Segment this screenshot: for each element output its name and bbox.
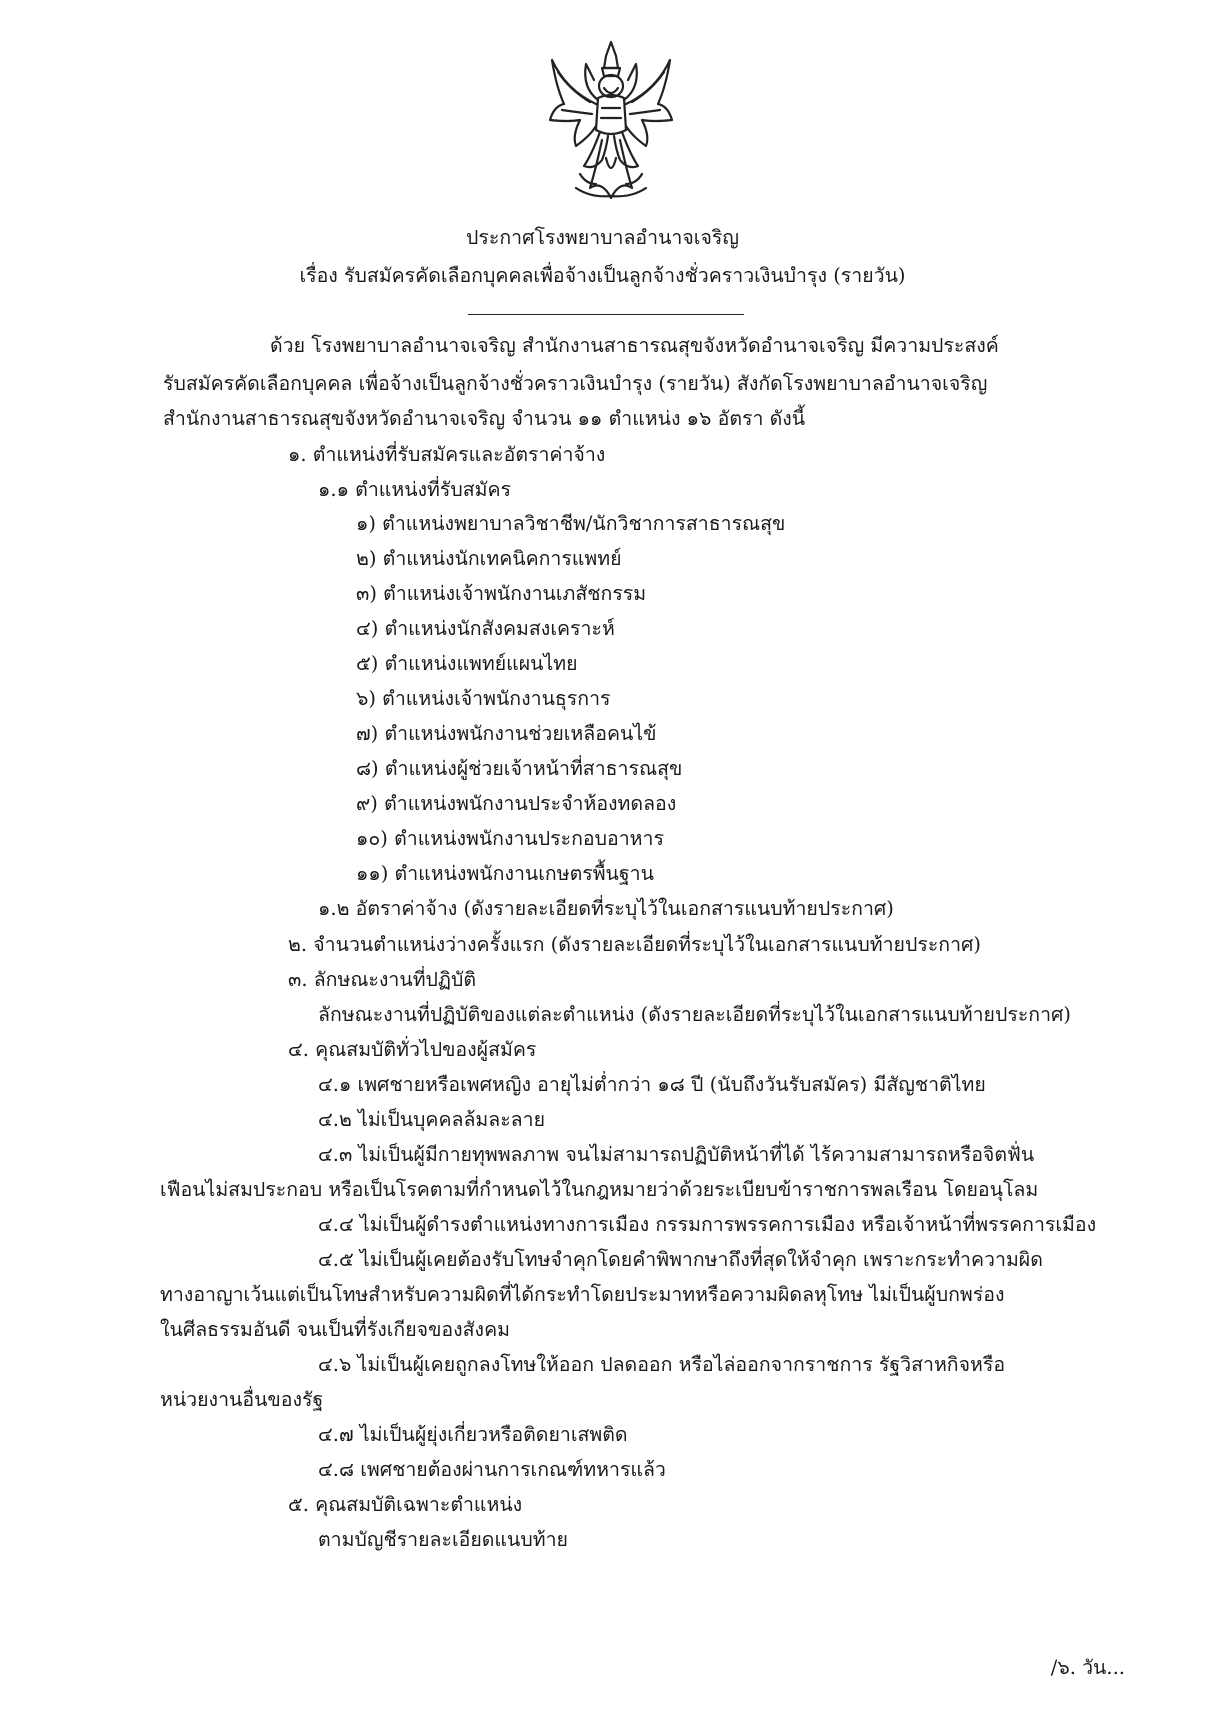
intro-line-2: รับสมัครคัดเลือกบุคคล เพื่อจ้างเป็นลูกจ้างชั่วคราวเงินบำรุง (รายวัน) สังกัดโรงพยาบาลอำนาจเจริญ	[163, 372, 988, 395]
position-item: ๙) ตำแหน่งพนักงานประจำห้องทดลอง	[356, 792, 677, 815]
intro-line-3: สำนักงานสาธารณสุขจังหวัดอำนาจเจริญ จำนวน ๑๑ ตำแหน่ง ๑๖ อัตรา ดังนี้	[163, 407, 806, 430]
position-item: ๔) ตำแหน่งนักสังคมสงเคราะห์	[356, 617, 615, 640]
section-1-heading: ๑. ตำแหน่งที่รับสมัครและอัตราค่าจ้าง	[288, 443, 606, 466]
qualification-4-2: ๔.๒ ไม่เป็นบุคคลล้มละลาย	[318, 1108, 546, 1131]
section-3-heading: ๓. ลักษณะงานที่ปฏิบัติ	[288, 968, 477, 991]
section-1-1-heading: ๑.๑ ตำแหน่งที่รับสมัคร	[318, 478, 512, 501]
announcement-subject: เรื่อง รับสมัครคัดเลือกบุคคลเพื่อจ้างเป็นลูกจ้างชั่วคราวเงินบำรุง (รายวัน)	[299, 264, 906, 287]
position-item: ๑) ตำแหน่งพยาบาลวิชาชีพ/นักวิชาการสาธารณสุข	[356, 512, 786, 535]
qualification-4-6-line-1: ๔.๖ ไม่เป็นผู้เคยถูกลงโทษให้ออก ปลดออก หรือไล่ออกจากราชการ รัฐวิสาหกิจหรือ	[318, 1353, 1006, 1376]
qualification-4-8: ๔.๘ เพศชายต้องผ่านการเกณฑ์ทหารแล้ว	[318, 1458, 666, 1481]
position-item: ๗) ตำแหน่งพนักงานช่วยเหลือคนไข้	[356, 722, 657, 745]
section-2-heading: ๒. จำนวนตำแหน่งว่างครั้งแรก (ดังรายละเอียดที่ระบุไว้ในเอกสารแนบท้ายประกาศ)	[288, 933, 982, 956]
qualification-4-1: ๔.๑ เพศชายหรือเพศหญิง อายุไม่ต่ำกว่า ๑๘ ปี (นับถึงวันรับสมัคร) มีสัญชาติไทย	[318, 1073, 986, 1096]
position-item: ๒) ตำแหน่งนักเทคนิคการแพทย์	[356, 547, 622, 570]
qualification-4-7: ๔.๗ ไม่เป็นผู้ยุ่งเกี่ยวหรือติดยาเสพติด	[318, 1423, 628, 1446]
qualification-4-4: ๔.๔ ไม่เป็นผู้ดำรงตำแหน่งทางการเมือง กรรมการพรรคการเมือง หรือเจ้าหน้าที่พรรคการเมือง	[318, 1213, 1097, 1236]
qualification-4-3-line-1: ๔.๓ ไม่เป็นผู้มีกายทุพพลภาพ จนไม่สามารถปฏิบัติหน้าที่ได้ ไร้ความสามารถหรือจิตฟั่น	[318, 1143, 1035, 1166]
position-item: ๖) ตำแหน่งเจ้าพนักงานธุรการ	[356, 687, 611, 710]
title-divider	[468, 314, 744, 315]
continuation-marker: /๖. วัน...	[1050, 1656, 1125, 1679]
position-item: ๘) ตำแหน่งผู้ช่วยเจ้าหน้าที่สาธารณสุข	[356, 757, 683, 780]
qualification-4-5-line-1: ๔.๕ ไม่เป็นผู้เคยต้องรับโทษจำคุกโดยคำพิพากษาถึงที่สุดให้จำคุก เพราะกระทำความผิด	[318, 1248, 1043, 1271]
qualification-4-5-line-2: ทางอาญาเว้นแต่เป็นโทษสำหรับความผิดที่ได้กระทำโดยประมาทหรือความผิดลหุโทษ ไม่เป็นผู้บกพร่อง	[160, 1283, 1005, 1306]
section-3-text: ลักษณะงานที่ปฏิบัติของแต่ละตำแหน่ง (ดังรายละเอียดที่ระบุไว้ในเอกสารแนบท้ายประกาศ)	[318, 1003, 1072, 1026]
position-item: ๕) ตำแหน่งแพทย์แผนไทย	[356, 652, 578, 675]
qualification-4-6-line-2: หน่วยงานอื่นของรัฐ	[160, 1388, 324, 1411]
position-item: ๑๐) ตำแหน่งพนักงานประกอบอาหาร	[356, 827, 664, 850]
section-5-heading: ๕. คุณสมบัติเฉพาะตำแหน่ง	[288, 1493, 523, 1516]
announcement-title: ประกาศโรงพยาบาลอำนาจเจริญ	[466, 226, 739, 249]
qualification-4-5-line-3: ในศีลธรรมอันดี จนเป็นที่รังเกียจของสังคม	[160, 1318, 510, 1341]
position-item: ๑๑) ตำแหน่งพนักงานเกษตรพื้นฐาน	[356, 862, 654, 885]
section-4-heading: ๔. คุณสมบัติทั่วไปของผู้สมัคร	[288, 1038, 537, 1061]
section-5-text: ตามบัญชีรายละเอียดแนบท้าย	[318, 1528, 568, 1551]
position-item: ๓) ตำแหน่งเจ้าพนักงานเภสัชกรรม	[356, 582, 647, 605]
garuda-emblem-icon	[546, 38, 676, 208]
intro-line-1: ด้วย โรงพยาบาลอำนาจเจริญ สำนักงานสาธารณสุขจังหวัดอำนาจเจริญ มีความประสงค์	[270, 334, 999, 357]
section-1-2-heading: ๑.๒ อัตราค่าจ้าง (ดังรายละเอียดที่ระบุไว้ในเอกสารแนบท้ายประกาศ)	[318, 897, 894, 920]
qualification-4-3-line-2: เฟือนไม่สมประกอบ หรือเป็นโรคตามที่กำหนดไว้ในกฎหมายว่าด้วยระเบียบข้าราชการพลเรือน โดยอนุโลม	[160, 1178, 1039, 1201]
